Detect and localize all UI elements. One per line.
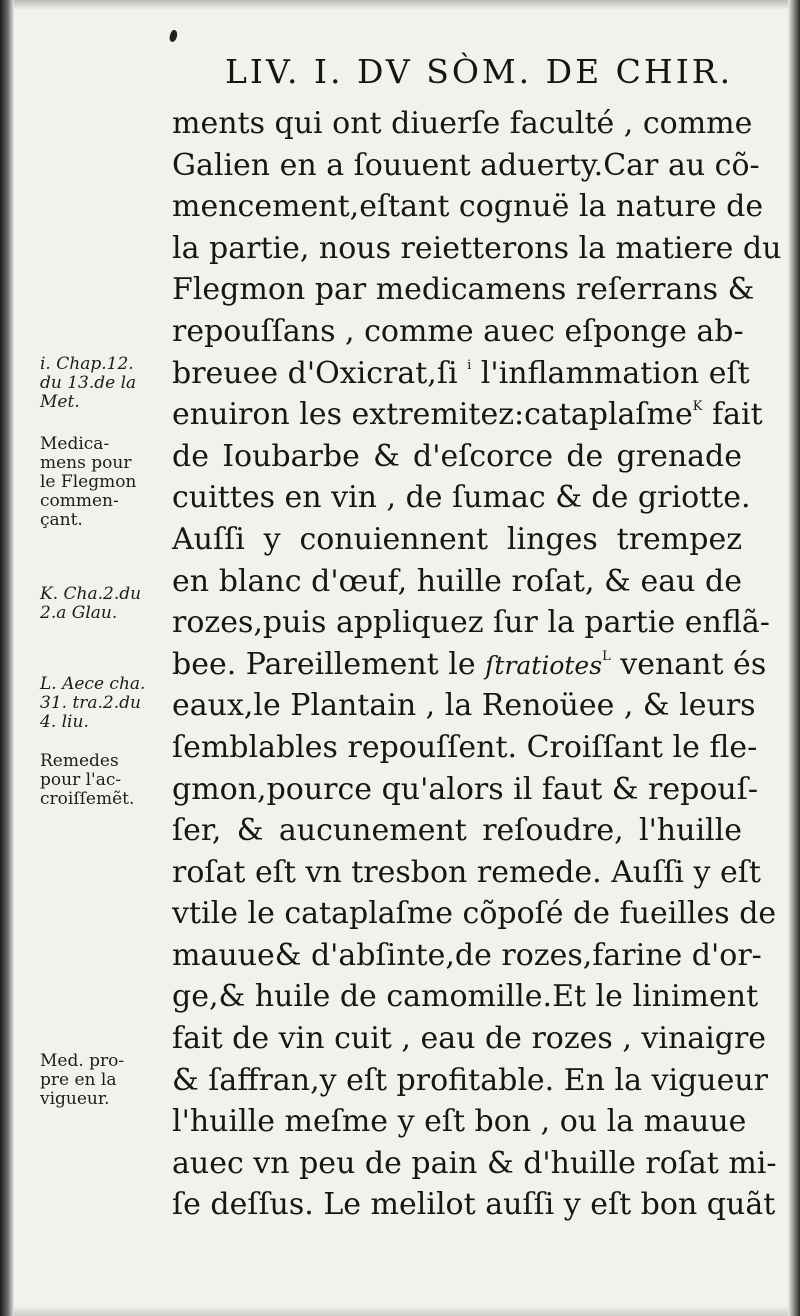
margin-note-line: Met. xyxy=(40,392,80,412)
text-segment: breuee d'Oxicrat,ſi xyxy=(172,355,468,391)
text-line xyxy=(172,644,767,686)
text-segment: bee. Pareillement le xyxy=(172,646,486,682)
margin-note-med-vigueur xyxy=(40,1052,168,1109)
text-line: ſer, & aucunement reſoudre, l'huille xyxy=(172,813,742,849)
margin-note-line: i. Chap.12. xyxy=(40,354,134,374)
margin-note-line: pre en la xyxy=(40,1070,117,1090)
text-line: cuittes en vin , de ſumac & de griotte. xyxy=(172,480,751,516)
text-line: auec vn peu de pain & d'huille roſat mi- xyxy=(172,1145,777,1181)
page-top-shadow xyxy=(0,0,800,10)
text-line: Flegmon par medicamens reſerrans & xyxy=(172,272,755,308)
margin-note-line: pour l'ac- xyxy=(40,770,122,790)
text-line: repouſſans , comme auec eſponge ab- xyxy=(172,313,744,349)
text-line: Galien en a ſouuent aduerty.Car au cõ- xyxy=(172,147,760,183)
text-line xyxy=(172,353,750,395)
text-segment: venant és xyxy=(610,646,767,682)
margin-note-line: Remedes xyxy=(40,751,119,771)
text-line: mencement,eſtant cognuë la nature de xyxy=(172,189,764,225)
text-segment: enuiron les extremitez:cataplaſme xyxy=(172,397,693,433)
text-line xyxy=(172,394,763,436)
margin-note-line: le Flegmon xyxy=(40,472,137,492)
text-segment: fait xyxy=(702,397,763,433)
page-bottom-shadow xyxy=(0,1306,800,1316)
text-segment: l'inflammation eſt xyxy=(471,355,750,391)
margin-note-line: vigueur. xyxy=(40,1089,110,1109)
margin-note-line: Medica- xyxy=(40,434,110,454)
footnote-mark: i xyxy=(467,357,472,373)
page-right-shadow xyxy=(788,0,800,1316)
margin-note-line: 2.a Glau. xyxy=(40,603,118,623)
margin-note-line: Med. pro- xyxy=(40,1051,125,1071)
margin-note-citation-cha2 xyxy=(40,585,168,623)
text-line: Auſſi y conuiennent linges trempez xyxy=(172,521,742,557)
text-line: fait de vin cuit , eau de rozes , vinaigre xyxy=(172,1021,767,1057)
margin-note-line: croiſſemẽt. xyxy=(40,789,135,809)
text-line: roſat eſt vn tresbon remede. Auſſi y eſt xyxy=(172,854,761,890)
main-text-block xyxy=(172,103,782,1226)
italic-term: ſtratiotes xyxy=(485,650,603,680)
margin-note-line: mens pour xyxy=(40,453,132,473)
text-line: ſe deſſus. Le melilot auſſi y eſt bon quãt xyxy=(172,1187,776,1223)
margin-note-line: commen- xyxy=(40,491,119,511)
footnote-mark: L xyxy=(602,648,611,664)
margin-note-medicamens-flegmon xyxy=(40,435,168,530)
text-line: eaux,le Plantain , la Renoüee , & leurs xyxy=(172,688,756,724)
page-left-shadow xyxy=(0,0,14,1316)
text-line: ge,& huile de camomille.Et le liniment xyxy=(172,979,759,1015)
margin-note-line: K. Cha.2.du xyxy=(40,584,142,604)
text-line: la partie, nous reietterons la matiere du xyxy=(172,230,782,266)
text-line: l'huille meſme y eſt bon , ou la mauue xyxy=(172,1104,747,1140)
text-line: gmon,pource qu'alors il faut & repouſ- xyxy=(172,771,758,807)
text-line: de Ioubarbe & d'eſcorce de grenade xyxy=(172,438,742,474)
margin-note-line: çant. xyxy=(40,510,83,530)
text-line: en blanc d'œuf, huille roſat, & eau de xyxy=(172,563,742,599)
text-line: vtile le cataplaſme cõpoſé de fueilles de xyxy=(172,896,777,932)
running-head: LIV. I. DV SÒM. DE CHIR. xyxy=(225,52,734,91)
text-line: rozes,puis appliquez ſur la partie enflã- xyxy=(172,605,770,641)
margin-note-line: 31. tra.2.du xyxy=(40,693,141,713)
margin-note-citation-chap12 xyxy=(40,355,168,412)
margin-note-line: du 13.de la xyxy=(40,373,137,393)
text-line: & ſaffran,y eſt profitable. En la vigueur xyxy=(172,1062,769,1098)
margin-note-line: L. Aece cha. xyxy=(40,674,146,694)
text-line: mauue& d'abſinte,de rozes,farine d'or- xyxy=(172,937,762,973)
text-line: ſemblables repouſſent. Croiſſant le fle- xyxy=(172,729,758,765)
margin-note-citation-aece xyxy=(40,675,168,732)
text-line: ments qui ont diuerſe faculté , comme xyxy=(172,106,753,141)
margin-note-line: 4. liu. xyxy=(40,712,89,732)
footnote-mark: K xyxy=(692,399,703,415)
ink-blot-mark xyxy=(168,29,178,43)
margin-note-remedes-accroissement xyxy=(40,752,168,809)
